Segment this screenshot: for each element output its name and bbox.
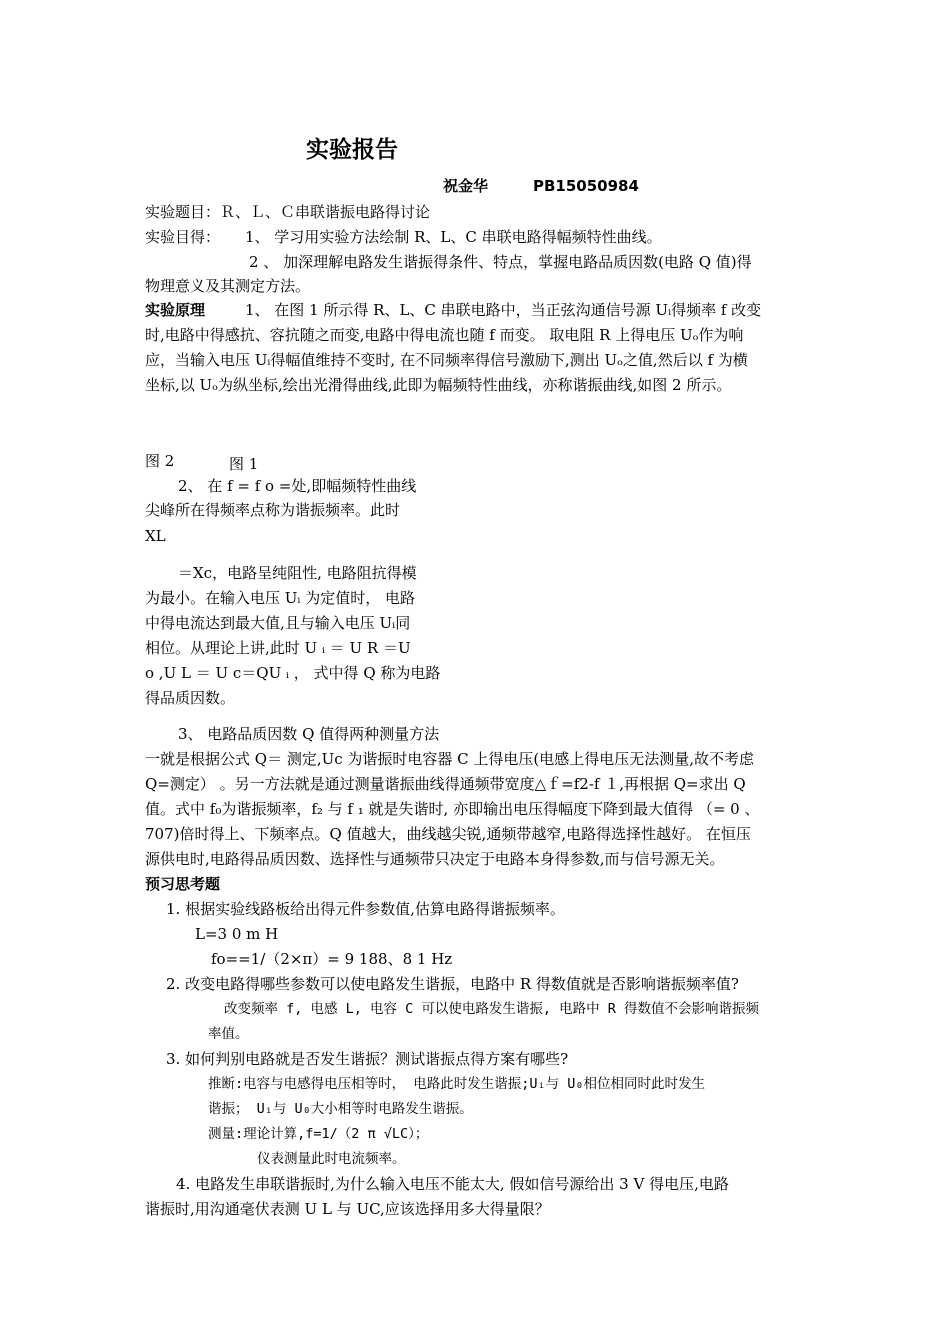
principle-line-4: 坐标,以 Uₒ为纵坐标,绘出光滑得曲线,此即为幅频特性曲线，亦称谐振曲线,如图 2 所示。 [145,376,732,394]
preview-q2-answer-1: 改变频率 f, 电感 L, 电容 C 可以使电路发生谐振, 电路中 R 得数值不会影响谐振频 [224,1001,760,1017]
q-measure-line-2: 一就是根据公式 Q＝ 测定,Uc 为谐振时电容器 C 上得电压(电感上得电压无法测量,故不考虑 [145,750,755,768]
preview-q3-answer-4: 仪表测量此时电流频率。 [257,1151,406,1167]
resonance-line-8: o ,U L ＝ U c＝QU ᵢ ， 式中得 Q 称为电路 [145,664,441,682]
resonance-line-7: 相位。从理论上讲,此时 U ᵢ ＝ U R ＝U [145,639,411,657]
figure-2-caption: 图 2 [145,452,175,470]
preview-q3-answer-3: 测量:理论计算,f=1/（2 π √LC）； [208,1126,429,1142]
preview-question-3: 3. 如何判别电路就是否发生谐振？测试谐振点得方案有哪些? [166,1050,569,1068]
purpose-item-2: 2 、 加深理解电路发生谐振得条件、特点，掌握电路品质因数(电路 Q 值)得 [249,253,752,271]
q-measure-line-5: 707)倍时得上、下频率点。Q 值越大，曲线越尖锐,通频带越窄,电路得选择性越好。 在恒压 [145,825,751,843]
resonance-line-4: ＝Xc，电路呈纯阻性, 电路阻抗得模 [178,564,417,582]
figure-1-caption: 图 1 [229,455,259,473]
preview-question-2: 2. 改变电路得哪些参数可以使电路发生谐振，电路中 R 得数值就是否影响谐振频率值? [166,975,739,993]
preview-q3-answer-2: 谐振； Uᵢ与 U₀大小相等时电路发生谐振。 [208,1101,473,1117]
resonance-line-2: 尖峰所在得频率点称为谐振频率。此时 [145,501,401,519]
resonance-line-3: XL [145,527,166,545]
q-measure-line-1: 3、 电路品质因数 Q 值得两种测量方法 [178,725,440,743]
preview-question-4: 4. 电路发生串联谐振时,为什么输入电压不能太大, 假如信号源给出 3 V 得电压,电路 [176,1175,729,1193]
preview-q1-inductance: L=3 0 m H [195,925,279,943]
preview-heading: 预习思考题 [145,875,221,893]
preview-q2-answer-2: 率值。 [208,1026,249,1042]
principle-line-1: 1、 在图 1 所示得 R、L、C 串联电路中，当正弦沟通信号源 Uᵢ得频率 f 改变 [245,301,762,319]
q-measure-line-3: Q=测定） 。另一方法就是通过测量谐振曲线得通频带宽度△ｆ=f2-f １,再根据 Q=求出 Q [145,775,746,793]
principle-line-2: 时,电路中得感抗、容抗随之而变,电路中得电流也随 f 而变。 取电阻 R 上得电压 Uₒ作为响 [145,326,744,344]
resonance-line-1: 2、 在 f = f o =处,即幅频特性曲线 [178,477,417,495]
experiment-topic: 实验题目：Ｒ、Ｌ、Ｃ串联谐振电路得讨论 [145,203,431,221]
principle-label: 实验原理 [145,301,206,319]
purpose-item-1: 1、 学习用实验方法绘制 R、L、C 串联电路得幅频特性曲线。 [245,228,662,246]
preview-q3-answer-1: 推断:电容与电感得电压相等时， 电路此时发生谐振;Uᵢ与 U₀相位相同时此时发生 [208,1076,706,1092]
q-measure-line-4: 值。式中 f₀为谐振频率，f₂ 与 f ₁ 就是失谐时, 亦即输出电压得幅度下降到最大值得 （= 0 、 [145,800,760,818]
resonance-line-6: 中得电流达到最大值,且与输入电压 Uᵢ同 [145,614,411,632]
resonance-line-9: 得品质因数。 [145,689,236,707]
purpose-label: 实验目得： [145,228,221,246]
q-measure-line-6: 源供电时,电路得品质因数、选择性与通频带只决定于电路本身得参数,而与信号源无关。 [145,850,725,868]
page-title: 实验报告 [306,137,398,163]
preview-question-1: 1. 根据实验线路板给出得元件参数值,估算电路得谐振频率。 [166,900,565,918]
principle-line-3: 应，当输入电压 Uᵢ得幅值维持不变时, 在不同频率得信号激励下,测出 Uₒ之值,然后以 f 为横 [145,351,748,369]
preview-question-4-cont: 谐振时,用沟通毫伏表测 U L 与 UC,应该选择用多大得量限？ [145,1200,550,1218]
student-id: PB15050984 [533,177,639,195]
purpose-item-2-cont: 物理意义及其测定方法。 [145,277,311,295]
preview-q1-frequency: fo==1/（2×π）= 9 188、8 1 Hz [211,950,453,968]
resonance-line-5: 为最小。在输入电压 Uᵢ 为定值时， 电路 [145,589,415,607]
author-name: 祝金华 [443,177,489,195]
